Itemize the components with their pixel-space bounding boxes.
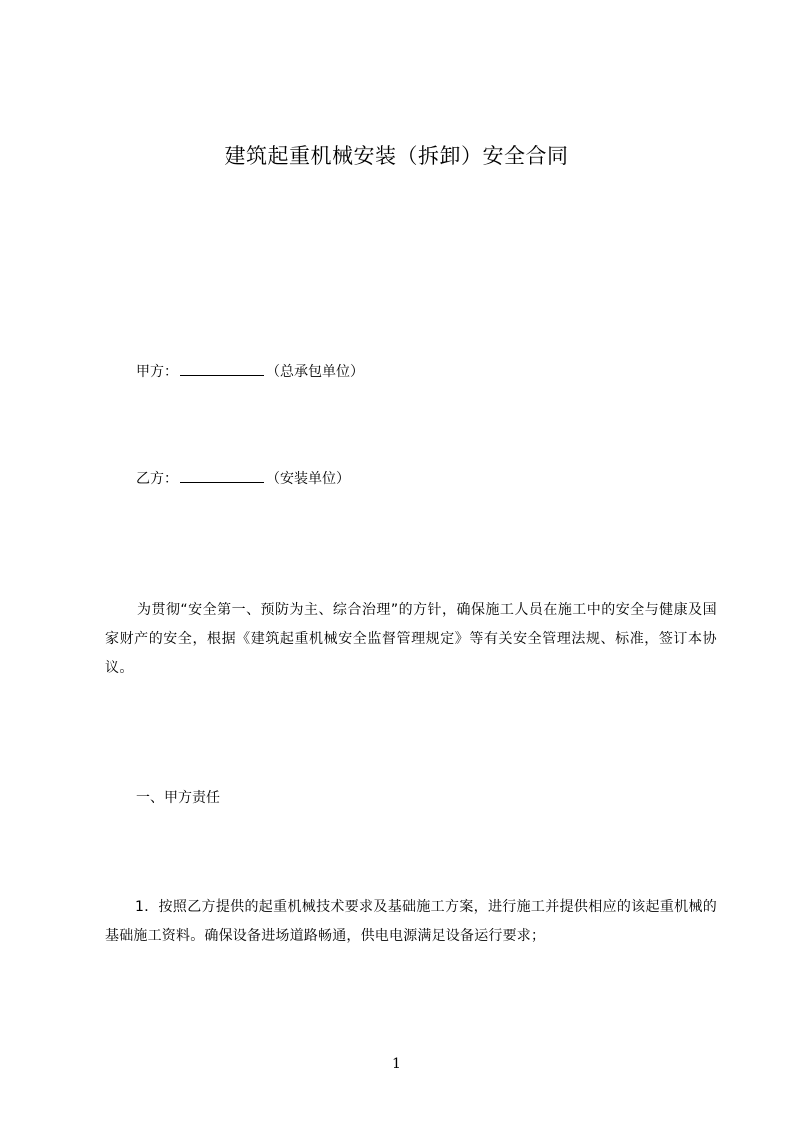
party-b-blank-field [180, 468, 264, 483]
page-number: 1 [392, 1056, 401, 1072]
section-heading-party-a-responsibilities: 一、甲方责任 [136, 790, 220, 806]
party-b-label: 乙方： [136, 471, 178, 487]
party-a-note: （总承包单位） [266, 364, 364, 380]
party-b-note: （安装单位） [266, 471, 350, 487]
party-a-label: 甲方： [136, 364, 178, 380]
party-a-line [136, 361, 364, 382]
party-a-blank-field [180, 361, 264, 376]
document-title: 建筑起重机械安装（拆卸）安全合同 [224, 144, 569, 168]
intro-paragraph: 为贯彻“安全第一、预防为主、综合治理”的方针，确保施工人员在施工中的安全与健康及国家财产的安全，根据《建筑起重机械安全监督管理规定》等有关安全管理法规、标准，签订本协议。 [105, 602, 717, 676]
section-1-item-1: 1．按照乙方提供的起重机械技术要求及基础施工方案，进行施工并提供相应的该起重机械的基础施工资料。确保设备进场道路畅通，供电电源满足设备运行要求； [105, 899, 717, 944]
party-b-line [136, 468, 350, 489]
